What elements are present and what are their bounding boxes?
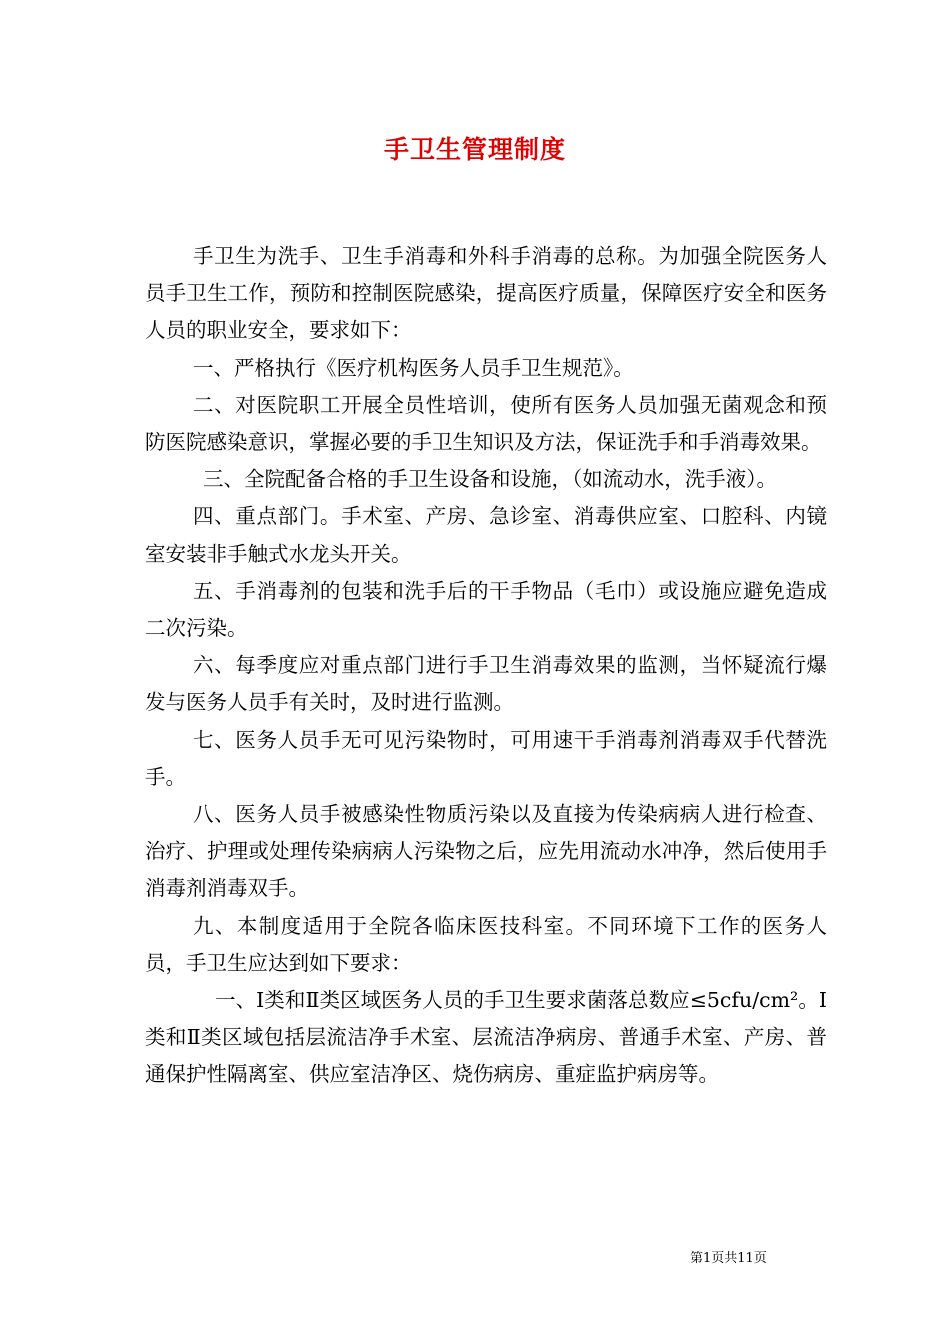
paragraph-item-4: 四、重点部门。手术室、产房、急诊室、消毒供应室、口腔科、内镜室安装非手触式水龙头开关。 <box>145 504 827 566</box>
paragraph-item-5: 五、手消毒剂的包装和洗手后的干手物品（毛巾）或设施应避免造成二次污染。 <box>145 578 827 641</box>
paragraph-intro: 手卫生为洗手、卫生手消毒和外科手消毒的总称。为加强全院医务人员手卫生工作，预防和控制医院感染，提高医疗质量，保障医疗安全和医务人员的职业安全，要求如下： <box>145 244 827 343</box>
paragraph-item-7: 七、医务人员手无可见污染物时，可用速干手消毒剂消毒双手代替洗手。 <box>145 727 827 789</box>
paragraph-item-6: 六、每季度应对重点部门进行手卫生消毒效果的监测，当怀疑流行爆发与医务人员手有关时，及时进行监测。 <box>145 653 827 715</box>
paragraph-item-3: 三、全院配备合格的手卫生设备和设施，（如流动水，洗手液）。 <box>203 467 777 492</box>
paragraph-item-8: 八、医务人员手被感染性物质污染以及直接为传染病病人进行检查、治疗、护理或处理传染病病人污染物之后，应先用流动水冲净，然后使用手消毒剂消毒双手。 <box>145 802 827 901</box>
page-number: 第1页共11页 <box>690 1251 767 1266</box>
paragraph-item-1: 一、严格执行《医疗机构医务人员手卫生规范》。 <box>193 355 634 380</box>
paragraph-item-9: 九、本制度适用于全院各临床医技科室。不同环境下工作的医务人员，手卫生应达到如下要求： <box>145 913 827 975</box>
document-body <box>145 238 827 1094</box>
document-title: 手卫生管理制度 <box>383 135 566 164</box>
paragraph-subitem-1: 一、Ⅰ类和Ⅱ类区域医务人员的手卫生要求菌落总数应≤5cfu/cm²。Ⅰ类和Ⅱ类区域包括层流洁净手术室、层流洁净病房、普通手术室、产房、普通保护性隔离室、供应室洁净区、烧伤病房、重症监护病房等。 <box>145 988 827 1087</box>
paragraph-item-2: 二、对医院职工开展全员性培训，使所有医务人员加强无菌观念和预防医院感染意识，掌握必要的手卫生知识及方法，保证洗手和手消毒效果。 <box>145 392 827 455</box>
